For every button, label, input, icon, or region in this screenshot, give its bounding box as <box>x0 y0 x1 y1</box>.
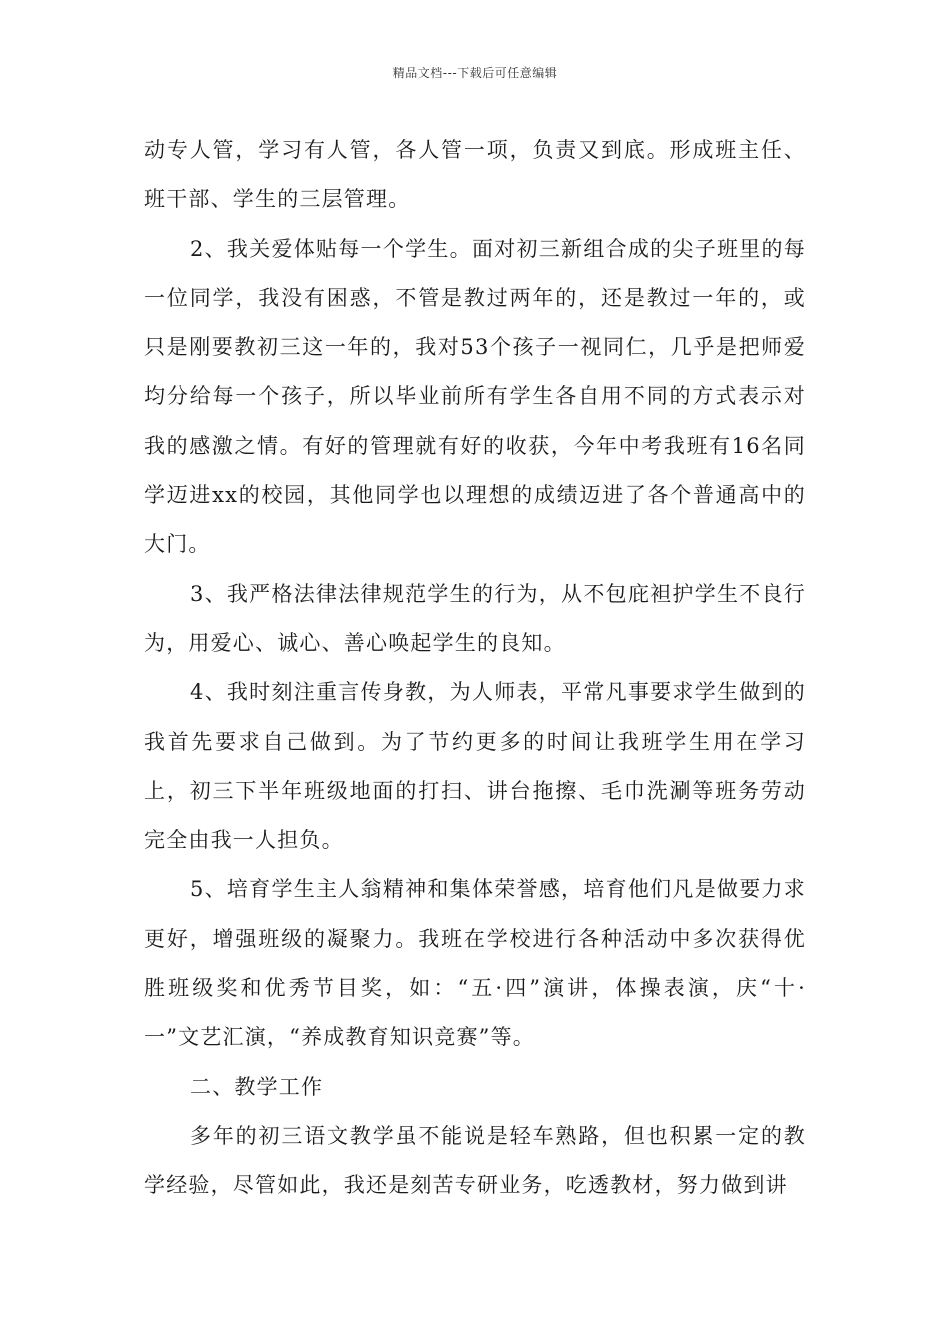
paragraph-continuation: 动专人管，学习有人管，各人管一项，负责又到底。形成班主任、班干部、学生的三层管理。 <box>144 138 806 212</box>
paragraph-item-3: 3、我严格法律法律规范学生的行为，从不包庇袒护学生不良行为，用爱心、诚心、善心唤起学生的良知。 <box>144 581 806 655</box>
document-body <box>144 126 806 1211</box>
paragraph-item-4: 4、我时刻注重言传身教，为人师表，平常凡事要求学生做到的我首先要求自己做到。为了节约更多的时间让我班学生用在学习上，初三下半年班级地面的打扫、讲台拖擦、毛巾洗涮等班务劳动完全由我一人担负。 <box>144 680 806 853</box>
section-heading-teaching: 二、教学工作 <box>190 1074 324 1099</box>
paragraph-teaching-intro: 多年的初三语文教学虽不能说是轻车熟路，但也积累一定的教学经验，尽管如此，我还是刻苦专研业务，吃透教材，努力做到讲 <box>144 1123 806 1198</box>
page-header: 精品文档---下载后可任意编辑 <box>392 66 558 80</box>
paragraph-item-5: 5、培育学生主人翁精神和集体荣誉感，培育他们凡是做要力求更好，增强班级的凝聚力。我班在学校进行各种活动中多次获得优胜班级奖和优秀节目奖，如：“五·四”演讲，体操表演，庆“十·一”文艺汇演，“养成教育知识竞赛”等。 <box>144 877 806 1050</box>
paragraph-item-2: 2、我关爱体贴每一个学生。面对初三新组合成的尖子班里的每一位同学，我没有困惑，不管是教过两年的，还是教过一年的，或只是刚要教初三这一年的，我对53个孩子一视同仁，几乎是把师爱均分给每一个孩子，所以毕业前所有学生各自用不同的方式表示对我的感激之情。有好的管理就有好的收获，今年中考我班有16名同学迈进xx的校园，其他同学也以理想的成绩迈进了各个普通高中的大门。 <box>144 236 806 557</box>
